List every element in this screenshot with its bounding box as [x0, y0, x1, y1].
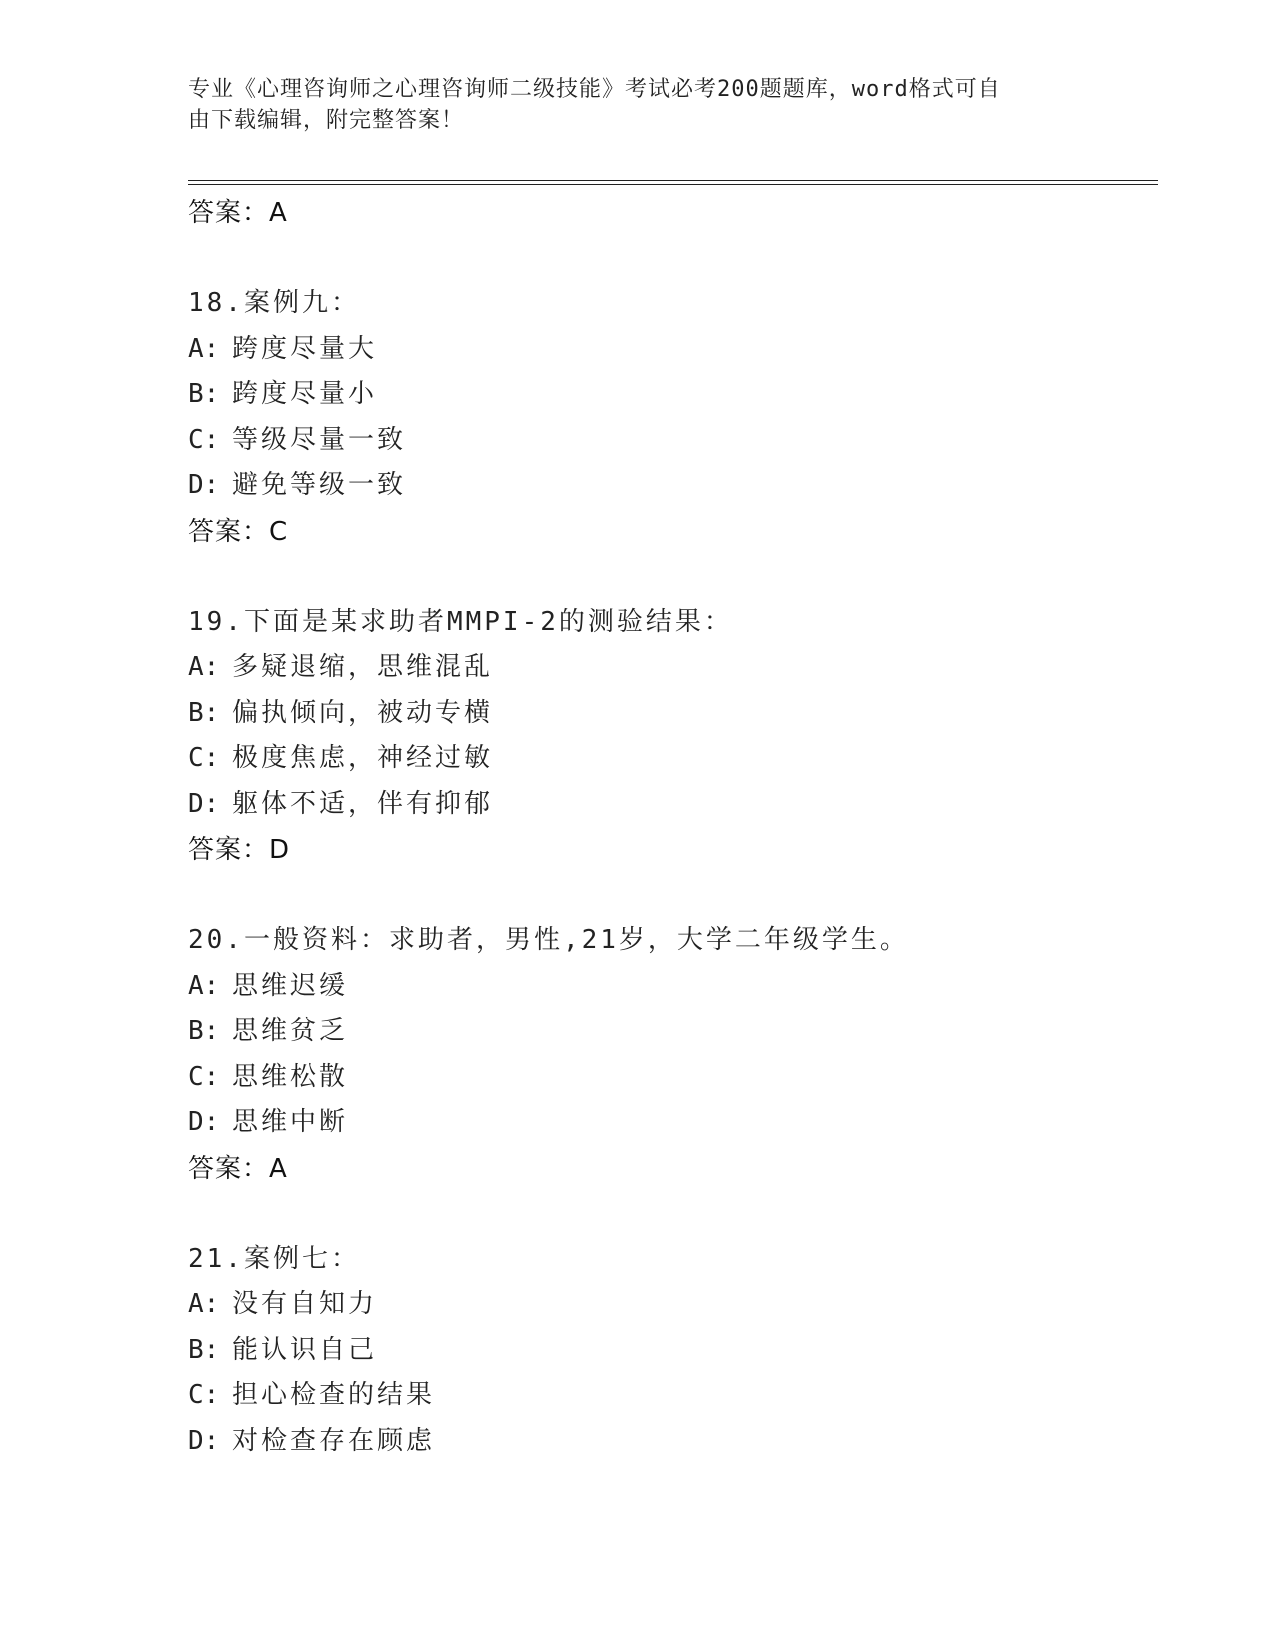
option-letter: B:: [188, 1334, 220, 1365]
answer-19: 答案：D: [188, 835, 291, 865]
option-text: 避免等级一致: [232, 470, 407, 500]
header-divider-bottom: [188, 184, 1158, 185]
option-b: [188, 691, 1148, 737]
option-text: 躯体不适，伴有抑郁: [232, 788, 494, 819]
option-text: 跨度尽量大: [232, 333, 378, 364]
answer-18: 答案：C: [188, 516, 289, 547]
option-letter: B:: [188, 379, 220, 409]
option-text: 对检查存在顾虑: [232, 1425, 436, 1456]
option-letter: B:: [188, 1016, 220, 1046]
question-list: [188, 190, 1148, 1464]
question-20: [188, 918, 1148, 1192]
question-text: 21.案例七：: [188, 1243, 360, 1274]
option-text: 极度焦虑，神经过敏: [232, 743, 494, 773]
option-letter: A:: [188, 970, 220, 1001]
option-b: [188, 1328, 1148, 1374]
option-text: 思维中断: [232, 1107, 349, 1137]
option-letter: D:: [188, 470, 220, 500]
question-21: [188, 1237, 1148, 1465]
option-a: [188, 1282, 1148, 1328]
option-text: 担心检查的结果: [232, 1380, 436, 1410]
option-text: 跨度尽量小: [232, 379, 378, 409]
option-text: 没有自知力: [232, 1289, 378, 1319]
question-19: [188, 600, 1148, 874]
option-d: [188, 782, 1148, 828]
option-a: [188, 645, 1148, 691]
option-b: [188, 1009, 1148, 1055]
option-d: [188, 1419, 1148, 1465]
option-letter: A:: [188, 333, 220, 364]
option-d: [188, 463, 1148, 509]
option-letter: A:: [188, 652, 220, 682]
option-letter: C:: [188, 1061, 220, 1092]
option-text: 思维松散: [232, 1061, 349, 1092]
option-letter: B:: [188, 697, 220, 728]
option-text: 能认识自己: [232, 1334, 378, 1365]
option-d: [188, 1100, 1148, 1146]
option-c: [188, 1373, 1148, 1419]
answer-17: 答案：A: [188, 198, 288, 228]
option-b: [188, 372, 1148, 418]
question-text: 19.下面是某求助者MMPI-2的测验结果：: [188, 606, 733, 637]
header-line-1: 专业《心理咨询师之心理咨询师二级技能》考试必考200题题库，word格式可自: [188, 77, 1001, 102]
document-header: [188, 74, 1088, 136]
option-letter: D:: [188, 1107, 220, 1137]
answer-20: 答案：A: [188, 1153, 288, 1184]
option-letter: D:: [188, 1425, 220, 1456]
option-letter: C:: [188, 1380, 220, 1410]
option-text: 等级尽量一致: [232, 424, 407, 455]
option-letter: A:: [188, 1289, 220, 1319]
option-a: [188, 327, 1148, 373]
header-divider-top: [188, 180, 1158, 181]
question-text: 18.案例九：: [188, 288, 360, 318]
option-letter: D:: [188, 788, 220, 819]
question-text: 20.一般资料：求助者，男性,21岁，大学二年级学生。: [188, 925, 909, 955]
option-c: [188, 1055, 1148, 1101]
option-text: 思维贫乏: [232, 1016, 349, 1046]
option-c: [188, 418, 1148, 464]
question-18: [188, 281, 1148, 555]
option-text: 偏执倾向，被动专横: [232, 697, 494, 728]
option-text: 思维迟缓: [232, 970, 349, 1001]
option-letter: C:: [188, 424, 220, 455]
option-c: [188, 736, 1148, 782]
option-a: [188, 964, 1148, 1010]
option-letter: C:: [188, 743, 220, 773]
option-text: 多疑退缩，思维混乱: [232, 652, 494, 682]
header-line-2: 由下载编辑，附完整答案！: [188, 108, 465, 133]
